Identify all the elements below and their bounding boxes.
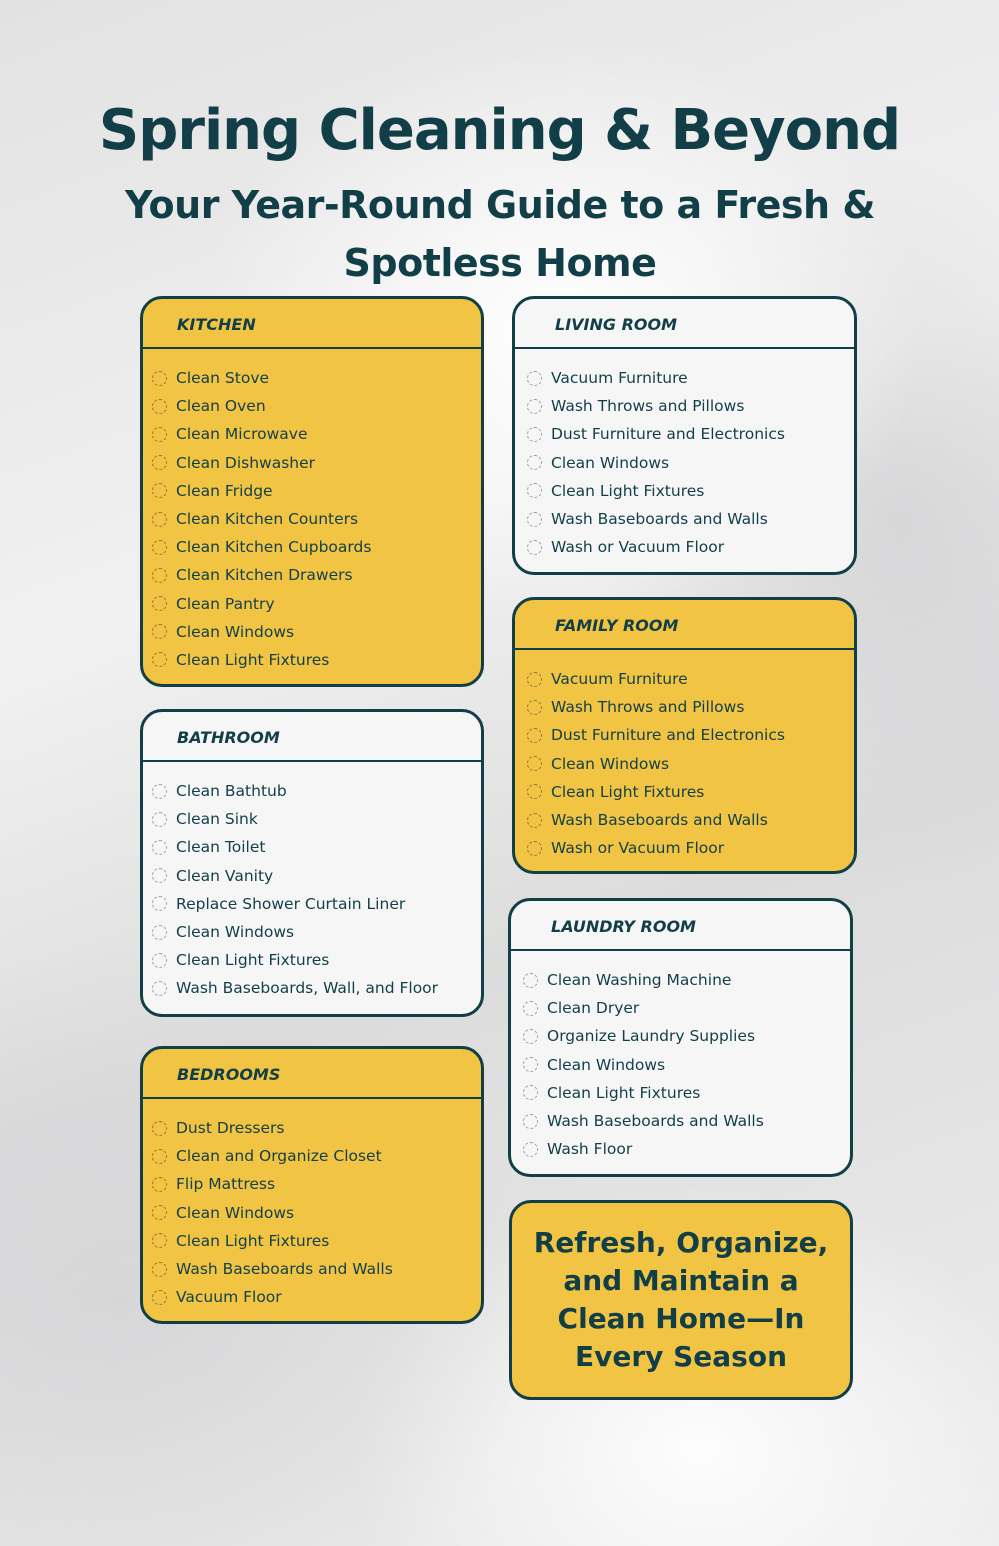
checkbox-circle-icon[interactable] bbox=[523, 1114, 538, 1129]
checklist-item[interactable] bbox=[152, 533, 371, 561]
checklist-item[interactable] bbox=[527, 420, 785, 448]
checklist-item[interactable] bbox=[152, 392, 371, 420]
checkbox-circle-icon[interactable] bbox=[527, 371, 542, 386]
laundry-room-checklist bbox=[523, 966, 764, 1163]
checkbox-circle-icon[interactable] bbox=[523, 1142, 538, 1157]
checkbox-circle-icon[interactable] bbox=[152, 427, 167, 442]
checklist-item-label: Clean Windows bbox=[176, 1203, 295, 1222]
checklist-item-label: Clean Light Fixtures bbox=[547, 1083, 701, 1102]
checkbox-circle-icon[interactable] bbox=[152, 1177, 167, 1192]
bathroom-card-title: BATHROOM bbox=[143, 712, 481, 762]
checklist-item[interactable] bbox=[523, 1051, 764, 1079]
checklist-item-label: Clean Windows bbox=[176, 923, 295, 942]
laundry-room-card bbox=[508, 898, 853, 1177]
checklist-item[interactable] bbox=[152, 449, 371, 477]
checklist-item[interactable] bbox=[523, 1135, 764, 1163]
checklist-item-label: Clean Light Fixtures bbox=[176, 650, 330, 669]
kitchen-card-title: KITCHEN bbox=[143, 299, 481, 349]
checkbox-circle-icon[interactable] bbox=[523, 1029, 538, 1044]
checklist-item-label: Clean Bathtub bbox=[176, 782, 287, 801]
checkbox-circle-icon[interactable] bbox=[152, 596, 167, 611]
checkbox-circle-icon[interactable] bbox=[152, 896, 167, 911]
page-title: Spring Cleaning & Beyond bbox=[98, 98, 901, 163]
checklist-item-label: Wash or Vacuum Floor bbox=[551, 538, 725, 557]
checklist-item[interactable] bbox=[523, 1107, 764, 1135]
checklist-item-label: Clean Dishwasher bbox=[176, 453, 316, 472]
checkbox-circle-icon[interactable] bbox=[527, 841, 542, 856]
checklist-item-label: Clean Kitchen Drawers bbox=[176, 566, 353, 585]
checklist-item-label: Clean Kitchen Cupboards bbox=[176, 538, 372, 557]
checkbox-circle-icon[interactable] bbox=[152, 371, 167, 386]
checklist-item[interactable] bbox=[527, 806, 785, 834]
checklist-item-label: Wash Floor bbox=[547, 1140, 633, 1159]
checklist-item[interactable] bbox=[152, 862, 438, 890]
checkbox-circle-icon[interactable] bbox=[152, 652, 167, 667]
family-room-card bbox=[512, 597, 857, 874]
checklist-item-label: Clean Light Fixtures bbox=[176, 951, 330, 970]
checkbox-circle-icon[interactable] bbox=[527, 540, 542, 555]
bathroom-card bbox=[140, 709, 484, 1017]
checkbox-circle-icon[interactable] bbox=[152, 455, 167, 470]
checklist-item-label: Wash Throws and Pillows bbox=[551, 397, 745, 416]
checkbox-circle-icon[interactable] bbox=[527, 399, 542, 414]
checklist-item[interactable] bbox=[152, 1227, 393, 1255]
living-room-card bbox=[512, 296, 857, 575]
checklist-item-label: Clean Pantry bbox=[176, 594, 275, 613]
checkbox-circle-icon[interactable] bbox=[527, 672, 542, 687]
checkbox-circle-icon[interactable] bbox=[152, 953, 167, 968]
checklist-item[interactable] bbox=[527, 477, 785, 505]
checklist-item-label: Wash Baseboards and Walls bbox=[551, 811, 768, 830]
checklist-item-label: Clean Windows bbox=[176, 622, 295, 641]
checkbox-circle-icon[interactable] bbox=[523, 1057, 538, 1072]
checklist-item[interactable] bbox=[527, 834, 785, 862]
checkbox-circle-icon[interactable] bbox=[152, 1290, 167, 1305]
checklist-item-label: Clean Windows bbox=[551, 453, 670, 472]
checkbox-circle-icon[interactable] bbox=[152, 812, 167, 827]
checklist-item[interactable] bbox=[152, 1283, 393, 1311]
family-room-card-title: FAMILY ROOM bbox=[515, 600, 854, 650]
bedrooms-card bbox=[140, 1046, 484, 1324]
bedrooms-checklist bbox=[152, 1114, 393, 1311]
checklist-item[interactable] bbox=[152, 505, 371, 533]
checklist-item[interactable] bbox=[152, 974, 438, 1002]
checkbox-circle-icon[interactable] bbox=[152, 540, 167, 555]
kitchen-checklist bbox=[152, 364, 371, 674]
checklist-item-label: Clean Light Fixtures bbox=[176, 1231, 330, 1250]
checkbox-circle-icon[interactable] bbox=[152, 1149, 167, 1164]
checklist-item-label: Dust Furniture and Electronics bbox=[551, 425, 785, 444]
checklist-item-label: Wash Throws and Pillows bbox=[551, 698, 745, 717]
checklist-item[interactable] bbox=[152, 1199, 393, 1227]
checklist-item[interactable] bbox=[152, 833, 438, 861]
checkbox-circle-icon[interactable] bbox=[152, 981, 167, 996]
checklist-item-label: Wash Baseboards and Walls bbox=[176, 1260, 393, 1279]
checklist-item[interactable] bbox=[527, 721, 785, 749]
checklist-item[interactable] bbox=[527, 364, 785, 392]
checklist-item-label: Clean and Organize Closet bbox=[176, 1147, 382, 1166]
checklist-item-label: Clean Light Fixtures bbox=[551, 782, 705, 801]
checkbox-circle-icon[interactable] bbox=[527, 700, 542, 715]
checklist-item-label: Clean Oven bbox=[176, 397, 266, 416]
checklist-item-label: Replace Shower Curtain Liner bbox=[176, 894, 406, 913]
checklist-item[interactable] bbox=[152, 477, 371, 505]
checklist-item[interactable] bbox=[527, 449, 785, 477]
motto-banner: Refresh, Organize, and Maintain a Clean Home—In Every Season bbox=[509, 1200, 853, 1400]
checkbox-circle-icon[interactable] bbox=[527, 483, 542, 498]
checklist-item-label: Clean Windows bbox=[551, 754, 670, 773]
checklist-item[interactable] bbox=[152, 420, 371, 448]
checklist-item[interactable] bbox=[152, 561, 371, 589]
checkbox-circle-icon[interactable] bbox=[527, 427, 542, 442]
checklist-item[interactable] bbox=[152, 805, 438, 833]
checklist-item-label: Clean Dryer bbox=[547, 999, 640, 1018]
bedrooms-card-title: BEDROOMS bbox=[143, 1049, 481, 1099]
checklist-item-label: Vacuum Floor bbox=[176, 1288, 282, 1307]
checklist-item-label: Clean Washing Machine bbox=[547, 971, 732, 990]
checklist-item[interactable] bbox=[523, 1079, 764, 1107]
checklist-item-label: Clean Stove bbox=[176, 369, 270, 388]
checkbox-circle-icon[interactable] bbox=[527, 756, 542, 771]
checkbox-circle-icon[interactable] bbox=[152, 483, 167, 498]
checklist-item-label: Clean Fridge bbox=[176, 481, 273, 500]
bathroom-checklist bbox=[152, 777, 438, 1003]
checklist-item[interactable] bbox=[527, 778, 785, 806]
checkbox-circle-icon[interactable] bbox=[523, 1085, 538, 1100]
living-room-checklist bbox=[527, 364, 785, 561]
checklist-item-label: Clean Light Fixtures bbox=[551, 481, 705, 500]
checklist-item-label: Clean Vanity bbox=[176, 866, 274, 885]
checklist-item-label: Clean Sink bbox=[176, 810, 258, 829]
page-subtitle: Your Year-Round Guide to a Fresh & Spotless Home bbox=[125, 183, 875, 285]
checklist-item-label: Dust Dressers bbox=[176, 1119, 285, 1138]
checkbox-circle-icon[interactable] bbox=[152, 1205, 167, 1220]
checklist-item[interactable] bbox=[527, 533, 785, 561]
checklist-item[interactable] bbox=[527, 505, 785, 533]
checklist-item[interactable] bbox=[152, 646, 371, 674]
family-room-checklist bbox=[527, 665, 785, 862]
checklist-item[interactable] bbox=[527, 693, 785, 721]
kitchen-card bbox=[140, 296, 484, 687]
checkbox-circle-icon[interactable] bbox=[152, 1233, 167, 1248]
checklist-item-label: Wash Baseboards and Walls bbox=[547, 1112, 764, 1131]
checkbox-circle-icon[interactable] bbox=[527, 784, 542, 799]
checkbox-circle-icon[interactable] bbox=[152, 868, 167, 883]
checkbox-circle-icon[interactable] bbox=[523, 1001, 538, 1016]
checklist-item[interactable] bbox=[152, 946, 438, 974]
checklist-item-label: Flip Mattress bbox=[176, 1175, 276, 1194]
checkbox-circle-icon[interactable] bbox=[527, 512, 542, 527]
checklist-item[interactable] bbox=[152, 1255, 393, 1283]
checkbox-circle-icon[interactable] bbox=[523, 973, 538, 988]
checklist-item-label: Wash or Vacuum Floor bbox=[551, 839, 725, 858]
checkbox-circle-icon[interactable] bbox=[152, 840, 167, 855]
checklist-item[interactable] bbox=[152, 890, 438, 918]
living-room-card-title: LIVING ROOM bbox=[515, 299, 854, 349]
checklist-item[interactable] bbox=[152, 590, 371, 618]
checklist-item[interactable] bbox=[523, 966, 764, 994]
checklist-item[interactable] bbox=[152, 918, 438, 946]
checkbox-circle-icon[interactable] bbox=[152, 925, 167, 940]
checklist-item[interactable] bbox=[152, 1170, 393, 1198]
checklist-item-label: Clean Toilet bbox=[176, 838, 266, 857]
laundry-room-card-title: LAUNDRY ROOM bbox=[511, 901, 850, 951]
checkbox-circle-icon[interactable] bbox=[527, 813, 542, 828]
checklist-item[interactable] bbox=[152, 618, 371, 646]
checkbox-circle-icon[interactable] bbox=[152, 624, 167, 639]
checklist-item-label: Vacuum Furniture bbox=[551, 670, 688, 689]
checkbox-circle-icon[interactable] bbox=[527, 455, 542, 470]
checklist-item[interactable] bbox=[527, 665, 785, 693]
checklist-item[interactable] bbox=[527, 392, 785, 420]
checklist-item-label: Organize Laundry Supplies bbox=[547, 1027, 756, 1046]
checklist-item[interactable] bbox=[523, 1022, 764, 1050]
checklist-item-label: Wash Baseboards, Wall, and Floor bbox=[176, 979, 439, 998]
checklist-item[interactable] bbox=[527, 750, 785, 778]
checkbox-circle-icon[interactable] bbox=[152, 1121, 167, 1136]
checkbox-circle-icon[interactable] bbox=[152, 784, 167, 799]
checkbox-circle-icon[interactable] bbox=[152, 512, 167, 527]
checklist-item[interactable] bbox=[152, 1114, 393, 1142]
checklist-item-label: Clean Windows bbox=[547, 1055, 666, 1074]
checkbox-circle-icon[interactable] bbox=[152, 568, 167, 583]
checklist-item[interactable] bbox=[523, 994, 764, 1022]
checklist-item-label: Wash Baseboards and Walls bbox=[551, 510, 768, 529]
checklist-item-label: Dust Furniture and Electronics bbox=[551, 726, 785, 745]
checkbox-circle-icon[interactable] bbox=[527, 728, 542, 743]
checklist-item-label: Clean Microwave bbox=[176, 425, 308, 444]
checklist-item-label: Clean Kitchen Counters bbox=[176, 510, 359, 529]
checklist-item[interactable] bbox=[152, 777, 438, 805]
checkbox-circle-icon[interactable] bbox=[152, 1262, 167, 1277]
checklist-item-label: Vacuum Furniture bbox=[551, 369, 688, 388]
checkbox-circle-icon[interactable] bbox=[152, 399, 167, 414]
checklist-item[interactable] bbox=[152, 1142, 393, 1170]
checklist-item[interactable] bbox=[152, 364, 371, 392]
